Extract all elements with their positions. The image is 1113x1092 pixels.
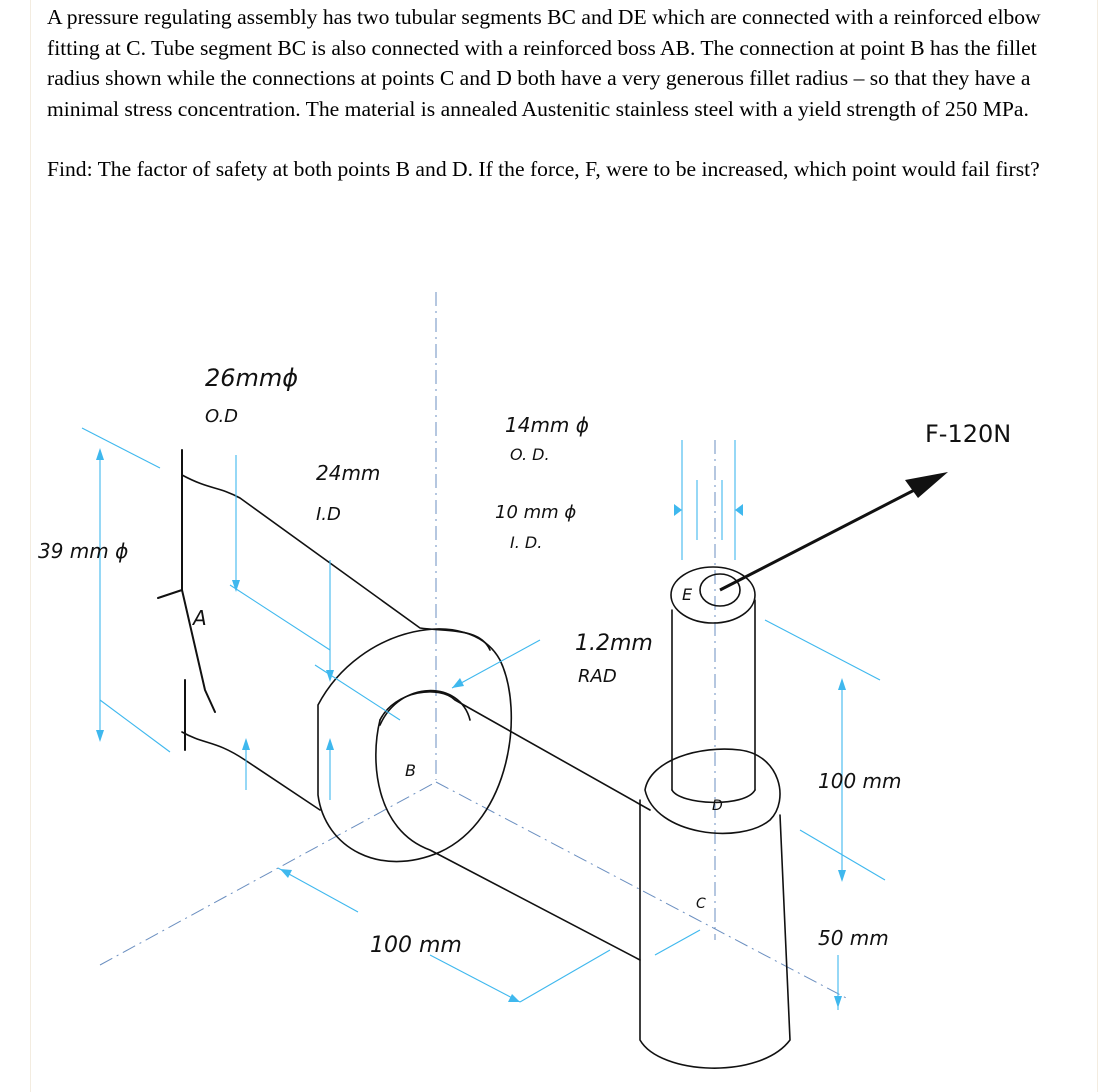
dimension-lines bbox=[82, 428, 885, 1010]
boss-end-face bbox=[318, 629, 511, 862]
point-d: D bbox=[712, 798, 723, 814]
label-od-14: 14mm ϕ bbox=[505, 413, 589, 437]
arrow-39-top bbox=[96, 448, 104, 460]
problem-paragraph-1: A pressure regulating assembly has two tubular segments BC and DE which are connected with a reinforced elbow fitting at C. Tube segment BC is also connected with a reinforced boss AB. The connection at point B has the fillet radius shown while the connections at points C and D both have a very generous fillet radius – so that they have a minimal stress concentration. The material is annealed Austenitic stainless steel with a yield strength of 250 MPa. bbox=[47, 5, 1041, 121]
label-od-26: 26mmϕ bbox=[205, 364, 299, 392]
label-id-24-sub: I.D bbox=[316, 504, 341, 525]
point-e: E bbox=[682, 585, 693, 604]
dim-boss-top-ext bbox=[82, 428, 160, 468]
centerline-horizontal-tube bbox=[436, 782, 850, 1000]
arrow-100v-bottom bbox=[838, 870, 846, 882]
dim-100h-line bbox=[430, 955, 520, 1002]
arrow-100v-top bbox=[838, 678, 846, 690]
point-c: C bbox=[696, 896, 706, 912]
dimension-arrowheads bbox=[96, 448, 846, 1008]
arrow-26-lower bbox=[242, 738, 250, 750]
dim-100v-top-ext bbox=[765, 620, 880, 680]
arrow-14-left bbox=[674, 504, 682, 516]
dim-100h-ext-right bbox=[520, 950, 610, 1002]
label-id-10-sub: I. D. bbox=[510, 533, 543, 552]
boss-bottom-edge bbox=[182, 732, 320, 810]
label-od-14-sub: O. D. bbox=[510, 445, 550, 464]
dim-fillet-leader bbox=[452, 640, 540, 688]
label-length-50: 50 mm bbox=[818, 926, 889, 950]
arrow-100h-left bbox=[280, 869, 292, 878]
label-fillet-radius: 1.2mm bbox=[575, 631, 653, 656]
problem-paragraph-find: Find: The factor of safety at both points B and D. If the force, F, were to be increased, which point would fail first? bbox=[47, 157, 1040, 182]
force-arrow bbox=[720, 472, 948, 590]
label-od-26-sub: O.D bbox=[205, 406, 239, 427]
elbow-top-collar bbox=[645, 749, 780, 833]
fillet-b bbox=[380, 691, 470, 725]
label-boss-diameter: 39 mm ϕ bbox=[38, 539, 129, 563]
arrow-14-right bbox=[735, 504, 743, 516]
force-arrowhead bbox=[905, 472, 948, 498]
force-line bbox=[720, 482, 930, 590]
label-force: F-120N bbox=[925, 420, 1012, 448]
tube-bc bbox=[376, 692, 650, 960]
dim-26-ext bbox=[230, 585, 330, 650]
label-fillet-rad: RAD bbox=[578, 666, 617, 687]
dim-100h-ext-left bbox=[278, 868, 358, 912]
centerlines bbox=[100, 292, 850, 1000]
label-id-10: 10 mm ϕ bbox=[495, 502, 577, 523]
label-id-24: 24mm bbox=[316, 461, 381, 485]
arrow-50 bbox=[834, 996, 842, 1008]
arrow-24-lower bbox=[326, 738, 334, 750]
arrow-fillet bbox=[452, 678, 464, 688]
dim-c-ext bbox=[655, 930, 700, 955]
label-length-100-horizontal: 100 mm bbox=[370, 933, 462, 958]
point-a: A bbox=[193, 606, 207, 630]
arrow-39-bottom bbox=[96, 730, 104, 742]
tube-bc-top bbox=[380, 692, 650, 810]
point-b: B bbox=[405, 761, 416, 780]
boss-top-edge bbox=[182, 475, 490, 650]
label-length-100-vertical: 100 mm bbox=[818, 769, 902, 793]
arrow-100h-right bbox=[508, 994, 520, 1002]
dim-boss-bottom-ext bbox=[100, 700, 170, 752]
